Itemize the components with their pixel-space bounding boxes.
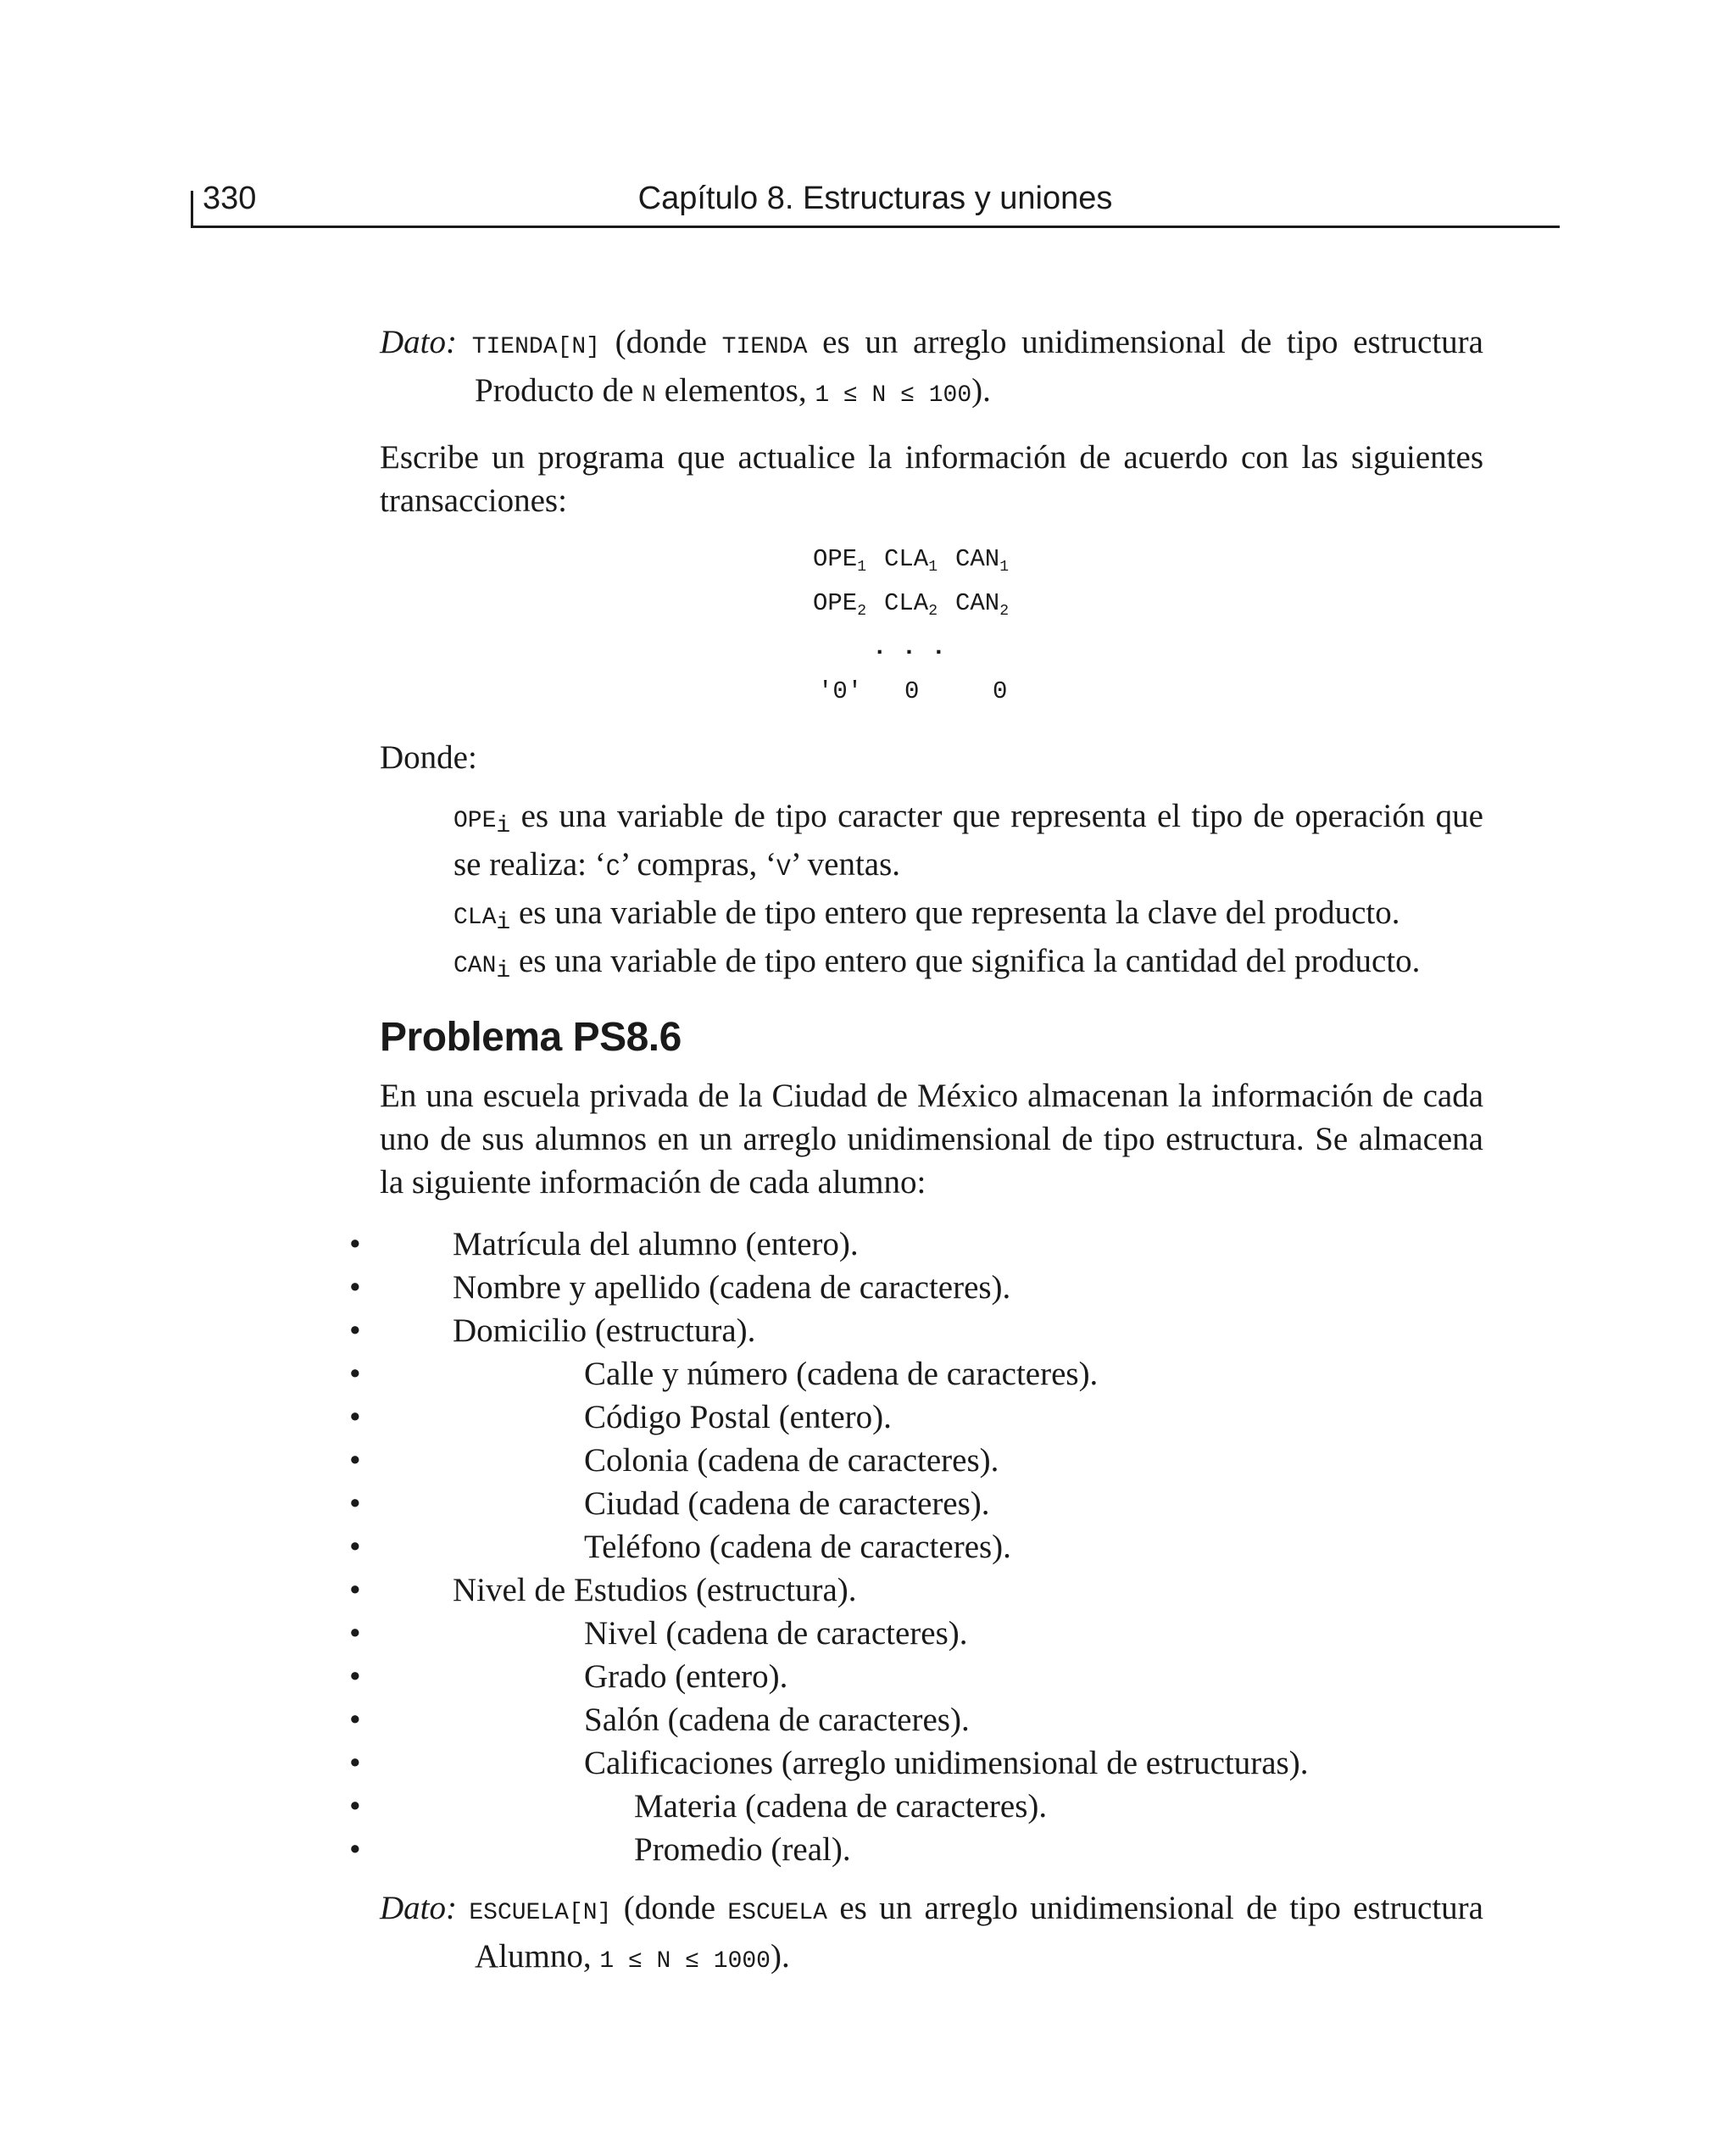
code-escuela-array: ESCUELA[N] [469,1900,612,1926]
code-n: N [642,382,656,409]
list-item: • Nivel (cadena de caracteres). [380,1612,1483,1655]
text-run: (donde [599,324,722,360]
var-ope: OPE [453,808,497,834]
var-cla: CLA [453,905,497,931]
transactions-block [813,538,1050,714]
dato-paragraph-2: Dato: ESCUELA[N] (donde ESCUELA es un arreglo unidimensional de tipo estructura Alumno, 1 ≤ N ≤ 1000). [380,1890,1483,1975]
text-run: ). [971,372,991,409]
problem-title: Problema PS8.6 [380,1015,682,1060]
list-item: • Ciudad (cadena de caracteres). [380,1482,1483,1525]
list-item: • Código Postal (entero). [380,1396,1483,1439]
list-item: • Promedio (real). [380,1828,1483,1871]
list-item: • Colonia (cadena de caracteres). [380,1439,1483,1482]
list-item: • Materia (cadena de caracteres). [380,1785,1483,1828]
transaction-ellipsis: . . . [872,633,947,661]
variable-definitions [380,794,1483,988]
transaction-terminator-row: '0' 0 0 [818,677,1008,705]
code-tienda-array: TIENDA[N] [471,334,600,360]
code-v: V [776,856,791,883]
chapter-title: Capítulo 8. Estructuras y uniones [637,181,1113,216]
list-item: • Grado (entero). [380,1655,1483,1698]
code-range: 1 ≤ N ≤ 100 [815,382,972,409]
student-fields-list [380,1223,1483,1871]
code-range: 1 ≤ N ≤ 1000 [599,1948,771,1975]
dato-label: Dato: [380,1890,457,1926]
dato-label: Dato: [380,324,457,360]
dato-paragraph-1 [380,320,1483,417]
donde-label: Donde: [380,739,477,776]
instructions-paragraph: Escribe un programa que actualice la información de acuerdo con las siguientes transacciones: [380,439,1483,519]
page-header [191,174,1560,228]
var-can: CAN [453,953,497,979]
list-item: • Nivel de Estudios (estructura). [380,1568,1483,1612]
text-run: elementos, [655,372,815,409]
problem-description: En una escuela privada de la Ciudad de México almacenan la información de cada uno de sus alumnos en un arreglo unidimensional de tipo estructura. Se almacena la siguiente información de cada alumno: [380,1078,1483,1201]
code-tienda: TIENDA [721,334,808,360]
list-item: • Domicilio (estructura). [380,1309,1483,1352]
list-item: • Matrícula del alumno (entero). [380,1223,1483,1266]
text-run: es un arreglo unidimensional de tipo estructura Producto de [475,324,1483,409]
list-item: • Salón (cadena de caracteres). [380,1698,1483,1741]
page-body [380,320,1483,1983]
transaction-row-1: $OPE_1$ $CLA_1$ $CAN_1$ [813,545,1010,576]
list-item: • Calificaciones (arreglo unidimensional de estructuras). [380,1741,1483,1785]
def-ope: $OPE_i$ es una variable de tipo caracter que representa el tipo de operación que se realiza: ‘C’ compras, ‘V’ ventas. [453,798,1483,883]
code-c: C [605,856,620,883]
def-can: $CAN_i$ es una variable de tipo entero que significa la cantidad del producto. [453,943,1421,984]
header-bottom-rule [191,226,1560,228]
code-escuela: ESCUELA [727,1900,827,1926]
transaction-row-2: $OPE_2$ $CLA_2$ $CAN_2$ [813,589,1010,620]
list-item: • Nombre y apellido (cadena de caracteres). [380,1266,1483,1309]
list-item: • Teléfono (cadena de caracteres). [380,1525,1483,1568]
page-number: 330 [203,181,257,216]
def-cla: $CLA_i$ es una variable de tipo entero que representa la clave del producto. [453,894,1400,936]
list-item: • Calle y número (cadena de caracteres). [380,1352,1483,1396]
